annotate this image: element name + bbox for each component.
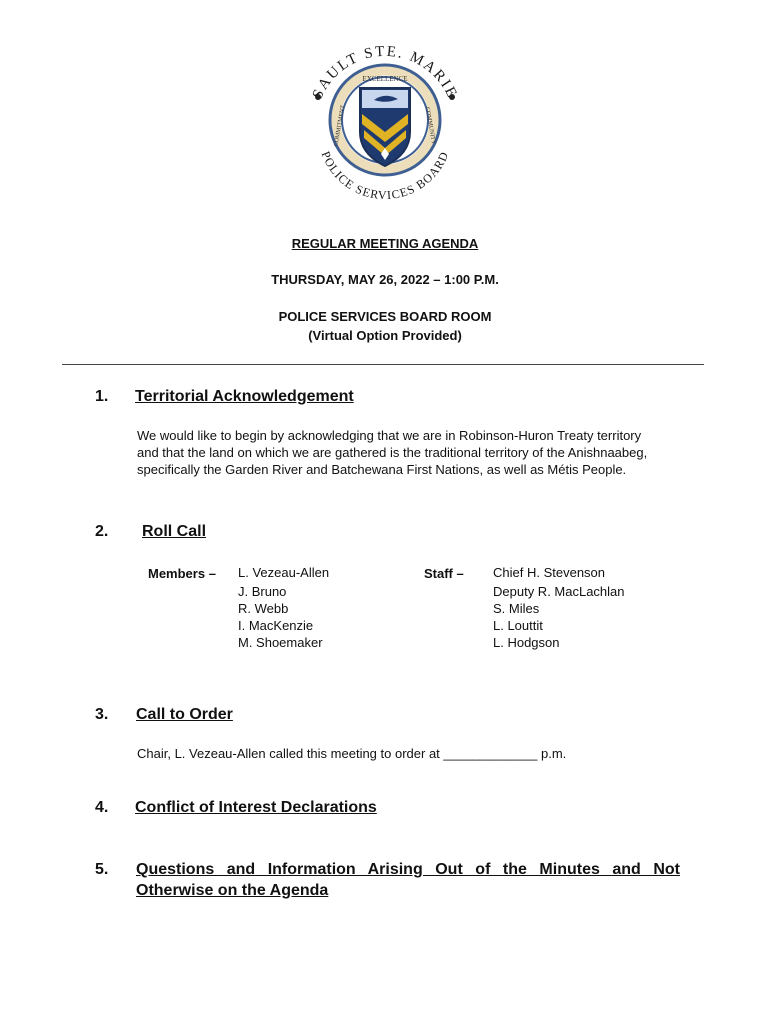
territorial-acknowledgement-text <box>137 427 647 478</box>
meeting-room: POLICE SERVICES BOARD ROOM <box>278 309 492 324</box>
members-list <box>238 564 329 651</box>
logo-ring-text-top: EXCELLENCE <box>362 75 408 83</box>
members-label: Members – <box>148 566 216 581</box>
staff-name: Chief H. Stevenson <box>493 565 606 580</box>
member-name: R. Webb <box>238 601 289 616</box>
staff-name: Deputy R. MacLachlan <box>493 584 625 599</box>
virtual-option: (Virtual Option Provided) <box>308 328 462 343</box>
police-board-logo <box>300 40 470 200</box>
section-2-number: 2. <box>95 523 109 540</box>
meeting-date: THURSDAY, MAY 26, 2022 – 1:00 P.M. <box>271 272 499 287</box>
paragraph-line: We would like to begin by acknowledging that we are in Robinson-Huron Treaty territory <box>137 428 642 443</box>
section-1-number: 1. <box>95 388 109 405</box>
section-1-title: Territorial Acknowledgement <box>135 388 354 405</box>
section-3-number: 3. <box>95 706 109 723</box>
section-5-number: 5. <box>95 861 109 878</box>
member-name: J. Bruno <box>238 584 287 599</box>
section-2-title: Roll Call <box>142 523 207 540</box>
section-3-title: Call to Order <box>136 706 233 723</box>
logo-ring-text-right: COMMUNITY <box>423 106 437 145</box>
member-name: M. Shoemaker <box>238 635 323 650</box>
staff-list <box>493 564 625 651</box>
logo-outer-text: SAULT STE. MARIE <box>309 43 461 102</box>
header-divider <box>62 364 704 365</box>
shield-icon <box>360 88 410 166</box>
logo-ring-text-left: COMMITMENT <box>333 104 347 147</box>
member-name: I. MacKenzie <box>238 618 314 633</box>
call-to-order-text: Chair, L. Vezeau-Allen called this meeting to order at _____________ p.m. <box>137 746 567 761</box>
section-5-title-line-1: Questions and Information Arising Out of the Minutes and Not <box>136 861 680 878</box>
agenda-title: REGULAR MEETING AGENDA <box>291 236 479 251</box>
section-4-number: 4. <box>95 799 109 816</box>
logo-bottom-text: POLICE SERVICES BOARD <box>318 149 452 200</box>
section-4-title: Conflict of Interest Declarations <box>135 799 377 816</box>
staff-name: S. Miles <box>493 601 540 616</box>
staff-label: Staff – <box>424 566 464 581</box>
staff-name: L. Hodgson <box>493 635 560 650</box>
staff-name: L. Louttit <box>493 618 543 633</box>
paragraph-line: and that the land on which we are gathered is the traditional territory of the Anishnaabeg, <box>137 445 648 460</box>
section-5-title-line-2: Otherwise on the Agenda <box>136 882 329 899</box>
paragraph-line: specifically the Garden River and Batchewana First Nations, as well as Métis People. <box>137 462 627 477</box>
member-name: L. Vezeau-Allen <box>238 565 330 580</box>
